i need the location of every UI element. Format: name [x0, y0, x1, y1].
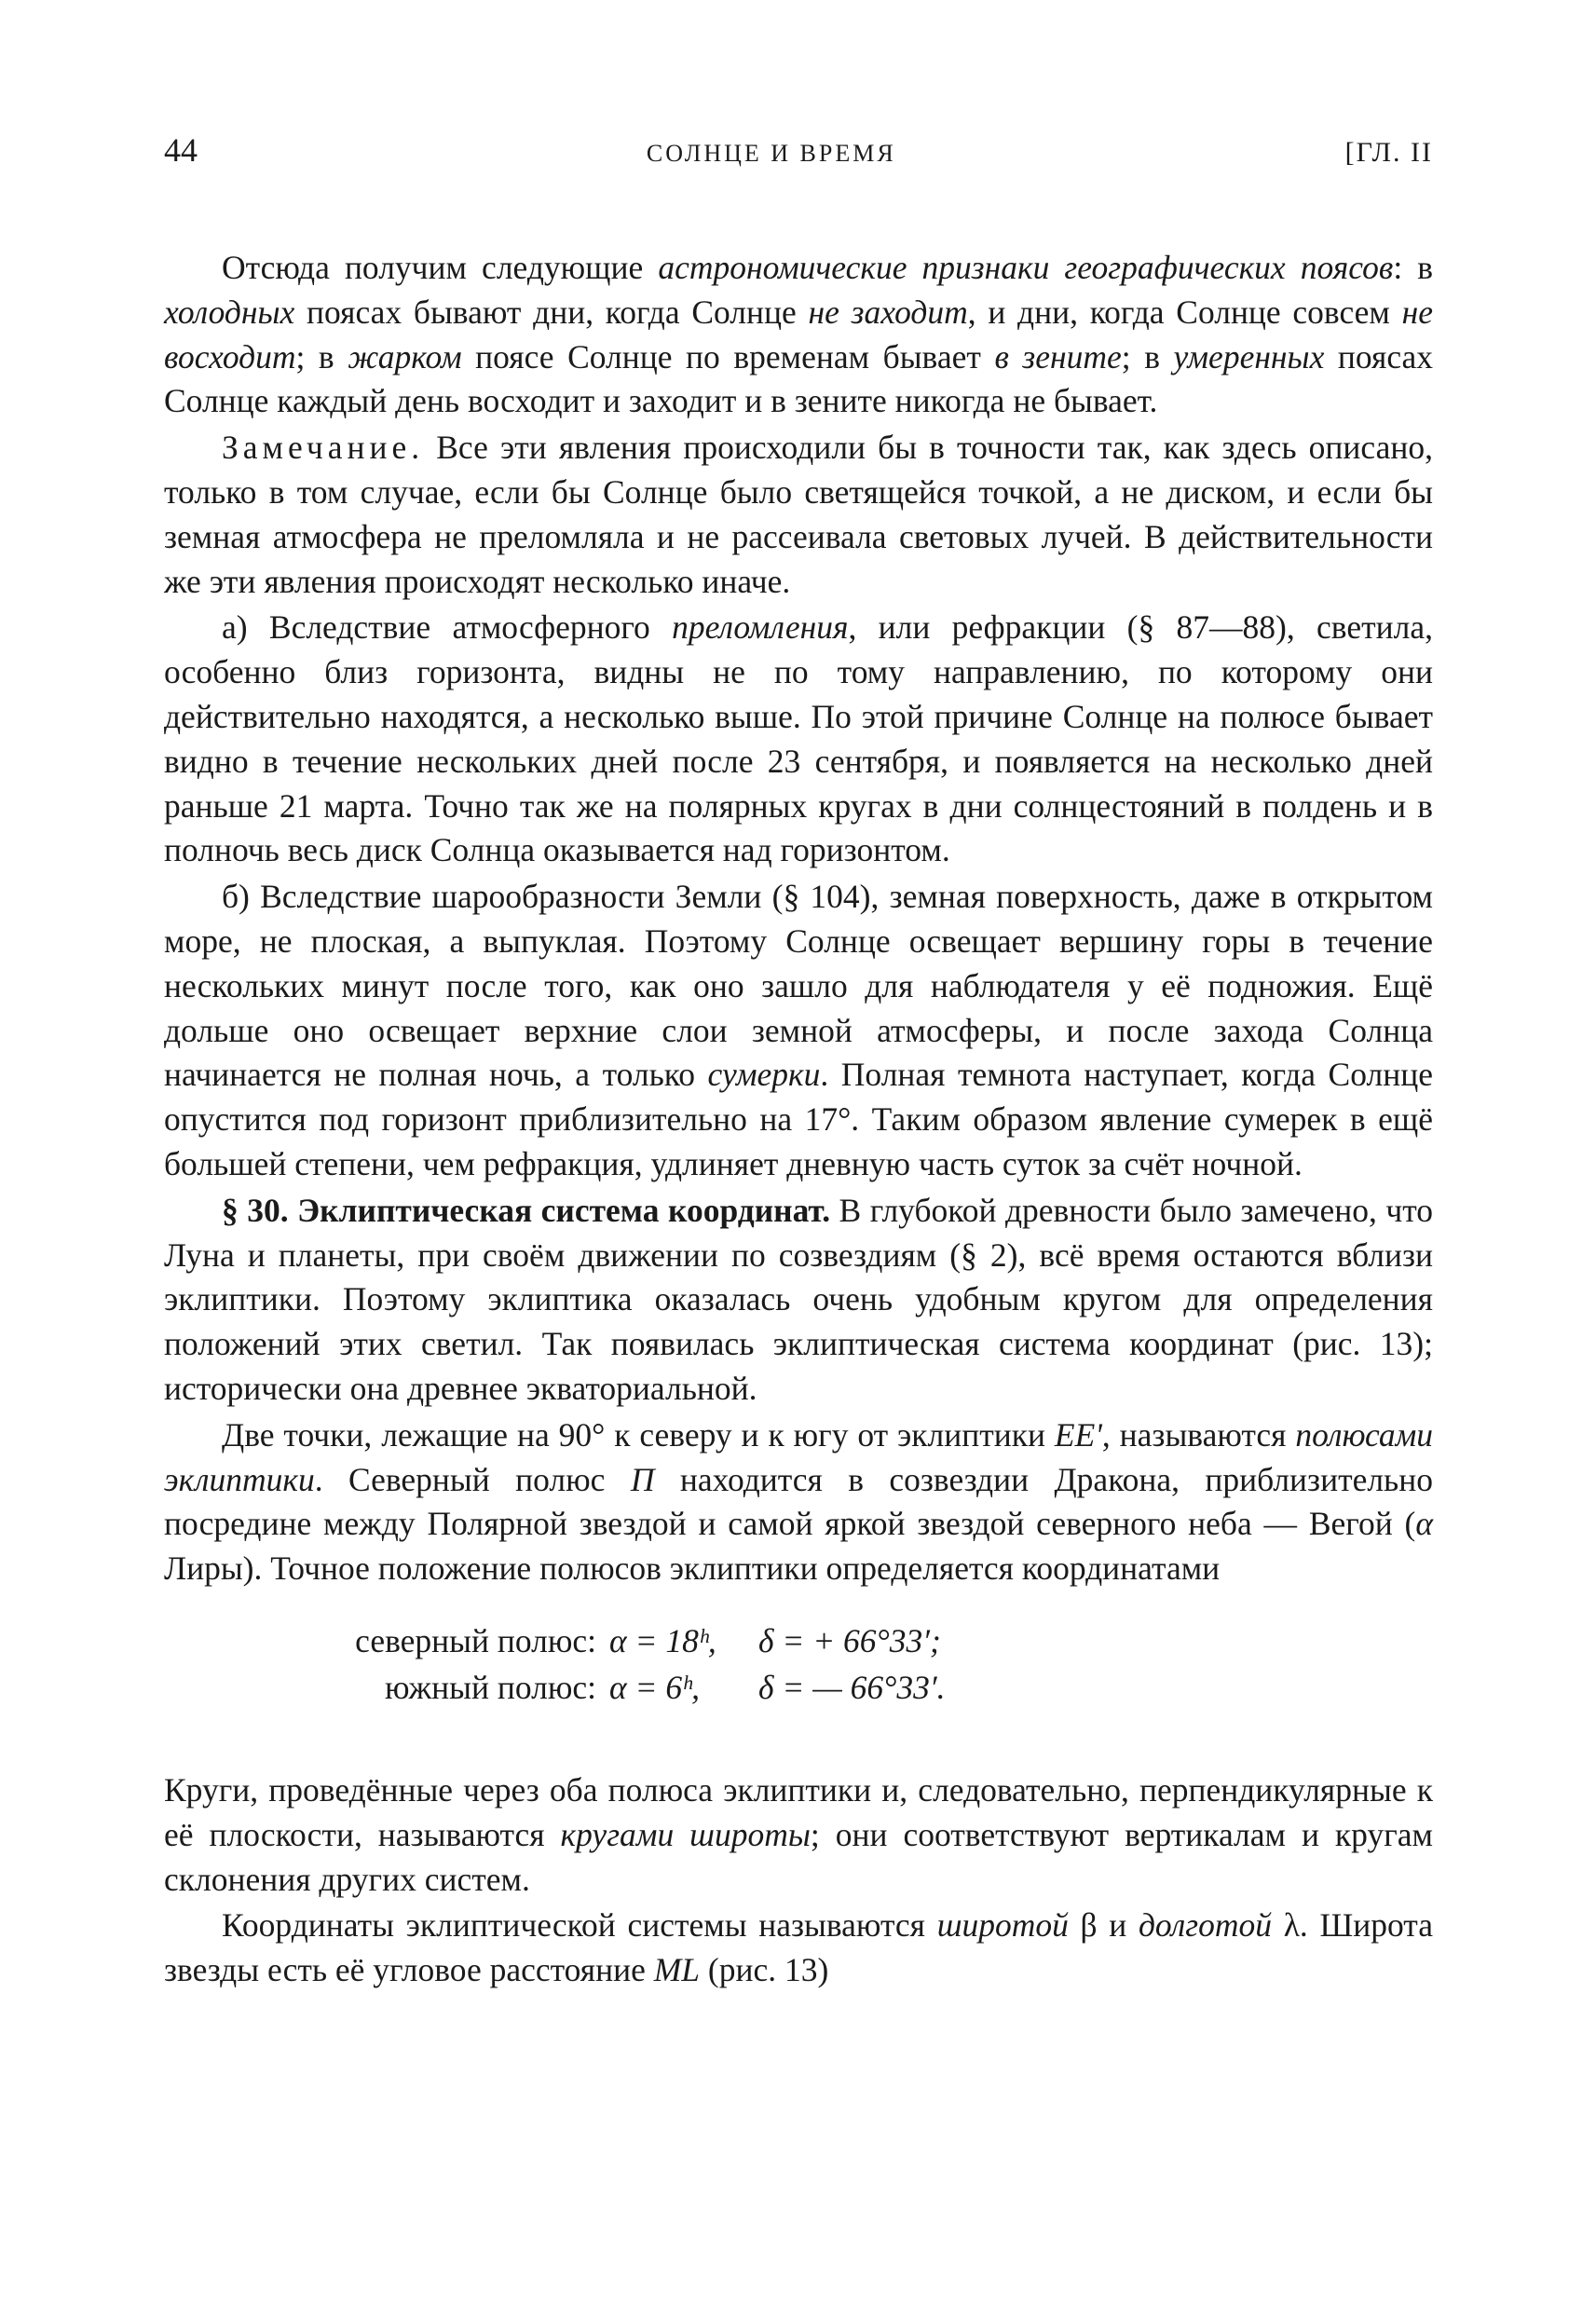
section-30-ecliptic-coordinates: § 30. Эклиптическая система координат. В глубокой древности было замечено, что Луна и планеты, при своём движении по созвездиям (§ 2), всё время остаются вблизи эклиптики. Поэтому эклиптика оказалась очень удобным кругом для определения положений этих светил. Так появилась эклиптическая система координат (рис. 13); исторически она древнее экваториальной.	[164, 1191, 1433, 1407]
paragraph-latitude-longitude: Координаты эклиптической системы называются широтой β и долготой λ. Широта звезды есть её угловое расстояние ML (рис. 13)	[164, 1906, 1434, 1989]
page-number: 44	[164, 131, 198, 169]
formula-row-south: южный полюс: α = 6ʰ, δ = — 66°33′.	[384, 1668, 946, 1706]
paragraph-refraction: а) Вследствие атмосферного преломления, или рефракции (§ 87—88), светила, особенно близ горизонта, видны не по тому направлению, по которому они действительно находятся, а несколько выше. По этой причине Солнце на полюсе бывает видно в течение нескольких дней после 23 сентября, и появляется на несколько дней раньше 21 марта. Точно так же на полярных кругах в дни солнцестояний в полдень и в полночь весь диск Солнца оказывается над горизонтом.	[164, 608, 1433, 869]
formula-row-north: северный полюс: α = 18ʰ, δ = + 66°33′;	[355, 1621, 941, 1659]
paragraph-remark: Замечание. Все эти явления происходили бы в точности так, как здесь описано, только в том случае, если бы Солнце было светящейся точкой, а не диском, и если бы земная атмосфера не преломляла и не рассеивала световых лучей. В действительности же эти явления происходят несколько иначе.	[164, 429, 1433, 600]
paragraph-climate-zones: Отсюда получим следующие астрономические признаки географических поясов: в холодных поясах бывают дни, когда Солнце не заходит, и дни, когда Солнце совсем не восходит; в жарком поясе Солнце по временам бывает в зените; в умеренных поясах Солнце каждый день восходит и заходит и в зените никогда не бывает.	[164, 249, 1434, 420]
paragraph-latitude-circles: Круги, проведённые через оба полюса эклиптики и, следовательно, перпендикулярные к её плоскости, называются кругами широты; они соответствуют вертикалам и кругам склонения других систем.	[164, 1770, 1433, 1898]
chapter-label: [ГЛ. II	[1344, 137, 1433, 168]
paragraph-twilight: б) Вследствие шарообразности Земли (§ 104), земная поверхность, даже в открытом море, не плоская, а выпуклая. Поэтому Солнце освещает вершину горы в течение нескольких минут после того, как оно зашло для наблюдателя у её подножия. Ещё дольше оно освещает верхние слои земной атмосферы, и после захода Солнца начинается не полная ночь, а только сумерки. Полная темнота наступает, когда Солнце опустится под горизонт приблизительно на 17°. Таким образом явление сумерек в ещё большей степени, чем рефракция, удлиняет дневную часть суток за счёт ночной.	[164, 878, 1433, 1182]
running-header	[164, 130, 1433, 186]
running-title: СОЛНЦЕ И ВРЕМЯ	[646, 140, 896, 167]
section-heading: § 30. Эклиптическая система координат.	[222, 1191, 831, 1229]
pole-coordinates-formula	[164, 1618, 1433, 1711]
paragraph-ecliptic-poles: Две точки, лежащие на 90° к северу и к югу от эклиптики EE', называются полюсами эклиптики. Северный полюс П находится в созвездии Дракона, приблизительно посредине между Полярной звездой и самой яркой звездой северного неба — Вегой (α Лиры). Точное положение полюсов эклиптики определяется координатами	[164, 1415, 1433, 1588]
book-page	[164, 130, 1433, 1993]
